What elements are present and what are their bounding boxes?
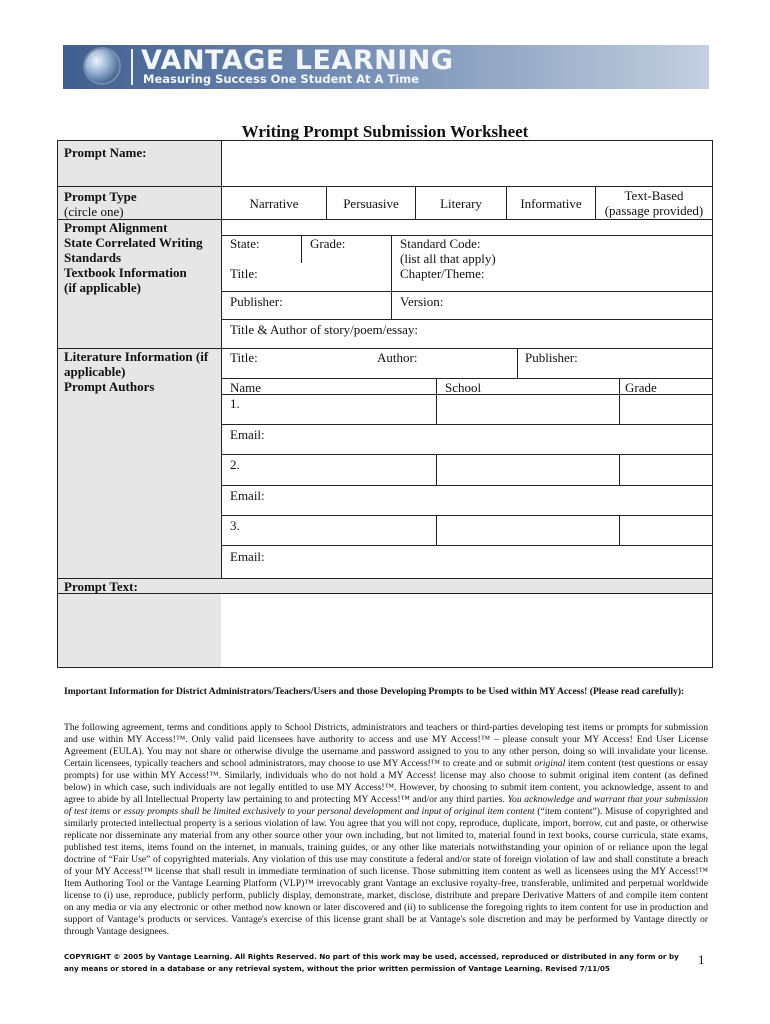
- literature-publisher-field[interactable]: Publisher:: [525, 350, 578, 365]
- literature-title-field[interactable]: Title:: [230, 350, 258, 365]
- circle-one-note: (circle one): [64, 204, 124, 219]
- prompt-name-label: Prompt Name:: [64, 145, 147, 160]
- type-option-text-based[interactable]: [596, 188, 712, 218]
- agreement-part-1: The following agreement, terms and conditions apply to School Districts, administrators and teachers or third-parties developing test items or prompts for submission and use within MY Access!™. Only valid paid licensees have authority to access and use MY Access!™ – please consult your MY Access! End User License Agreement (EULA). You may not share or otherwise divulge the username and password assigned to you to any other person, doing so will invalidate your license. Certain licensees, typically teachers and school administrators, may choose to use MY Access!™ to create and or submit: [64, 722, 708, 769]
- submission-form: [57, 140, 713, 668]
- author-2-grade-field[interactable]: [620, 455, 712, 484]
- grade-field[interactable]: Grade:: [310, 236, 346, 251]
- author-2-name-field[interactable]: 2.: [230, 457, 240, 472]
- author-2-school-field[interactable]: [437, 455, 618, 484]
- type-option-narrative[interactable]: Narrative: [249, 196, 299, 211]
- prompt-text-area[interactable]: [59, 594, 712, 666]
- state-standards-label-2: Standards: [64, 250, 122, 265]
- text-based-line2: (passage provided): [604, 203, 704, 218]
- literature-author-field[interactable]: Author:: [377, 350, 418, 365]
- literature-label-2: applicable): [64, 364, 126, 379]
- agreement-part-2: item content (test questions or essay prompts) for use within MY Access!™. Similarly, individuals who do not hold a MY Access! license may also choose to submit original item content (as defined below) in which case, such individuals are not legally entitled to use MY Access!™. However, by choosing to submit item content, you acknowledge, assent to and agree to abide by all Intellectual Property law pertaining to and protecting MY Access!™ and/or any third parties.: [64, 758, 708, 805]
- info-heading: Important Information for District Administrators/Teachers/Users and those Developing Prompts to be Used within MY Access! (Please read carefully):: [64, 686, 685, 697]
- author-1-name-field[interactable]: 1.: [230, 396, 240, 411]
- literature-labels: [64, 349, 219, 394]
- version-field[interactable]: Version:: [400, 294, 444, 309]
- col-header-grade: Grade: [625, 380, 657, 395]
- publisher-field[interactable]: Publisher:: [230, 294, 283, 309]
- author-1-grade-field[interactable]: [620, 395, 712, 423]
- agreement-italic-original: original: [534, 758, 566, 769]
- prompt-alignment-heading: Prompt Alignment: [64, 220, 168, 235]
- type-option-persuasive[interactable]: Persuasive: [343, 196, 399, 211]
- author-3-email-field[interactable]: Email:: [230, 549, 265, 564]
- author-1-email-field[interactable]: Email:: [230, 427, 265, 442]
- standard-code-note: (list all that apply): [400, 251, 496, 266]
- standard-code-field[interactable]: [400, 236, 496, 266]
- page-number: 1: [698, 952, 705, 967]
- type-option-informative[interactable]: Informative: [520, 196, 582, 211]
- title-author-field[interactable]: Title & Author of story/poem/essay:: [230, 322, 419, 337]
- agreement-part-3: (“item content”). Misuse of copyrighted and similarly protected intellectual property is a serious violation of law. You agree that you will not copy, reproduce, duplicate, import, borrow, cut and paste, or otherwise replicate nor disseminate any material from any other source other your own including, but not limited to, material found in text books, course curricula, state exams, published test items, items found on the internet, in manuals, training guides, or any other like materials notwithstanding your opinion of or reliance upon the legal doctrine of “Fair Use” of copyrighted materials. Any violation of this use may constitute a federal and/or state of foreign violation of law and shall constitute a breach of your MY Access!™ license that shall result in immediate termination of such license. Those submitting item content as well as licensees using the MY Access!™ Item Authoring Tool or the Vantage Learning Platform (VLP)™ irrevocably grant Vantage an exclusive royalty-free, transferable, unlimited and perpetual worldwide license to (i) use, reproduce, publicly perform, publicly display, demonstrate, market, disclose, distribute and prepare Derivative Matters of and compile item content on any media or via any electronic or other method now known or later discovered and (ii) to sublicense the foregoing rights to item content for use in production and support of Vantage’s products or services. Vantage's exercise of this license grant shall be at Vantage's sole discretion and may be performed by Vantage directly or through Vantage designees.: [64, 806, 708, 937]
- page-title: Writing Prompt Submission Worksheet: [241, 122, 529, 141]
- literature-label-1: Literature Information (if: [64, 349, 209, 364]
- agreement-warranty: You acknowledge and warrant that your submission of test items or essay prompts shall be limited exclusively to your personal development and input of original item content: [64, 794, 708, 817]
- state-field[interactable]: State:: [230, 236, 260, 251]
- author-3-grade-field[interactable]: [620, 516, 712, 544]
- chapter-theme-field[interactable]: Chapter/Theme:: [400, 266, 485, 281]
- agreement-text: [64, 722, 708, 938]
- standard-code-label: Standard Code:: [400, 236, 481, 251]
- brand-name: VANTAGE LEARNING: [141, 45, 454, 76]
- prompt-text-header-row: [58, 579, 712, 593]
- state-standards-label-1: State Correlated Writing: [64, 235, 203, 250]
- alignment-labels: [64, 220, 219, 295]
- copyright-notice: COPYRIGHT © 2005 by Vantage Learning. All Rights Reserved. No part of this work may be used, accessed, reproduced or distributed in any form or by any means or stored in a database or any retrieval system, without the prior written permission of Vantage Learning. Revised 7/11/05: [64, 952, 679, 973]
- author-1-school-field[interactable]: [437, 395, 618, 423]
- textbook-label-1: Textbook Information: [64, 265, 187, 280]
- text-based-line1: Text-Based: [624, 188, 684, 203]
- prompt-name-field[interactable]: [222, 142, 712, 186]
- globe-icon: [85, 49, 119, 83]
- textbook-title-field[interactable]: Title:: [230, 266, 258, 281]
- type-option-literary[interactable]: Literary: [440, 196, 482, 211]
- header-banner: [63, 45, 709, 89]
- brand-tagline: Measuring Success One Student At A Time: [143, 72, 419, 86]
- prompt-authors-label: Prompt Authors: [64, 379, 155, 394]
- col-header-school: School: [445, 380, 482, 395]
- prompt-text-label: Prompt Text:: [64, 579, 138, 594]
- textbook-label-2: (if applicable): [64, 280, 141, 295]
- author-2-email-field[interactable]: Email:: [230, 488, 265, 503]
- prompt-type-label: Prompt Type: [64, 189, 137, 204]
- author-3-school-field[interactable]: [437, 516, 618, 544]
- col-header-name: Name: [230, 380, 262, 395]
- author-3-name-field[interactable]: 3.: [230, 518, 240, 533]
- banner-divider: [131, 49, 133, 85]
